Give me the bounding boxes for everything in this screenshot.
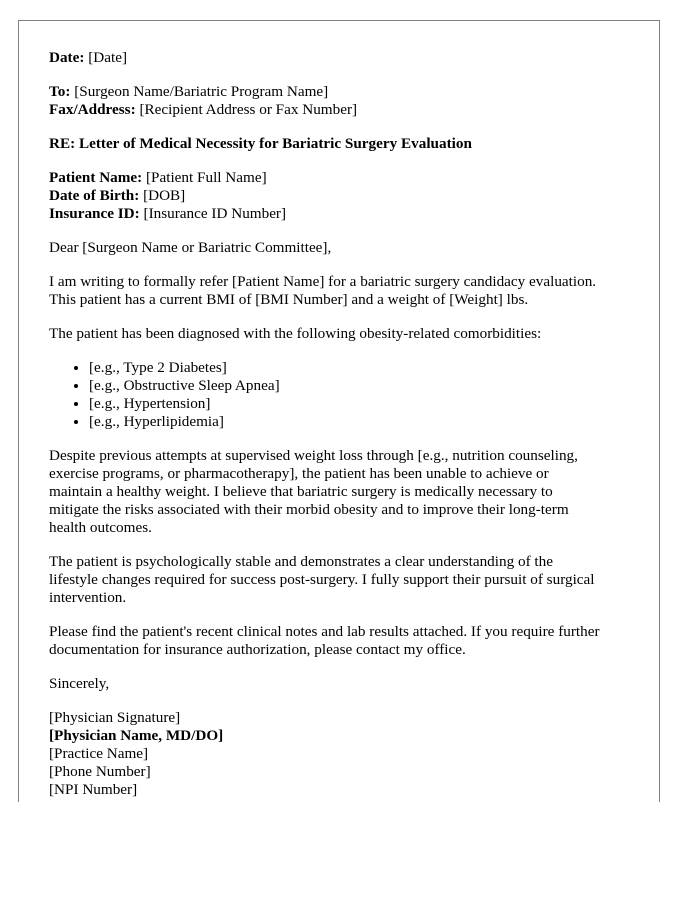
- fax-line: [49, 101, 629, 119]
- history-line: maintain a healthy weight. I believe that bariatric surgery is medically necessary to: [49, 483, 553, 500]
- insurance-value: [Insurance ID Number]: [139, 205, 287, 222]
- dob-line: [49, 187, 629, 205]
- psych-line: The patient is psychologically stable and demonstrates a clear understanding of the: [49, 553, 553, 570]
- history-line: exercise programs, or pharmacotherapy], the patient has been unable to achieve or: [49, 465, 549, 482]
- npi-number: [NPI Number]: [49, 781, 138, 798]
- list-item: • [e.g., Obstructive Sleep Apnea]: [89, 377, 629, 395]
- psych-line: lifestyle changes required for success post-surgery. I fully support their pursuit of surgical: [49, 571, 595, 588]
- patient-name-label: Patient Name:: [49, 169, 143, 186]
- closing: Sincerely,: [49, 675, 110, 692]
- dob-value: [DOB]: [139, 187, 186, 204]
- practice-name: [Practice Name]: [49, 745, 149, 762]
- history-line: health outcomes.: [49, 519, 152, 536]
- date-label: Date:: [49, 49, 85, 66]
- intro-paragraph: [49, 273, 629, 309]
- phone-number: [Phone Number]: [49, 763, 151, 780]
- documents-line: documentation for insurance authorization, please contact my office.: [49, 641, 466, 658]
- patient-name-value: [Patient Full Name]: [142, 169, 267, 186]
- psych-line: intervention.: [49, 589, 127, 606]
- intro-line: This patient has a current BMI of [BMI Number] and a weight of [Weight] lbs.: [49, 291, 529, 308]
- recipient-block: [49, 83, 629, 119]
- fax-value: [Recipient Address or Fax Number]: [135, 101, 358, 118]
- to-label: To:: [49, 83, 71, 100]
- comorbidity-intro: The patient has been diagnosed with the following obesity-related comorbidities:: [49, 325, 542, 342]
- documents-line: Please find the patient's recent clinical notes and lab results attached. If you require further: [49, 623, 600, 640]
- signature-block: [49, 709, 629, 799]
- date-value: [Date]: [84, 49, 128, 66]
- list-item: • [e.g., Type 2 Diabetes]: [89, 359, 629, 377]
- dob-label: Date of Birth:: [49, 187, 140, 204]
- psych-paragraph: [49, 553, 629, 607]
- patient-name-line: [49, 169, 629, 187]
- insurance-line: [49, 205, 629, 223]
- comorbidity-list: [49, 359, 629, 431]
- physician-name: [Physician Name, MD/DO]: [49, 727, 224, 744]
- patient-info-block: [49, 169, 629, 223]
- letter-document: [18, 20, 660, 802]
- date-line: [49, 49, 629, 67]
- list-item: • [e.g., Hyperlipidemia]: [89, 413, 629, 431]
- signature-line: [Physician Signature]: [49, 709, 181, 726]
- list-item: • [e.g., Hypertension]: [89, 395, 629, 413]
- subject-line: [49, 135, 629, 153]
- subject-text: RE: Letter of Medical Necessity for Bariatric Surgery Evaluation: [49, 135, 472, 152]
- history-line: Despite previous attempts at supervised weight loss through [e.g., nutrition counseling,: [49, 447, 578, 464]
- salutation: Dear [Surgeon Name or Bariatric Committee],: [49, 239, 332, 256]
- fax-label: Fax/Address:: [49, 101, 136, 118]
- documents-paragraph: [49, 623, 629, 659]
- intro-line: I am writing to formally refer [Patient Name] for a bariatric surgery candidacy evaluation.: [49, 273, 597, 290]
- history-paragraph: [49, 447, 629, 537]
- to-value: [Surgeon Name/Bariatric Program Name]: [70, 83, 329, 100]
- insurance-label: Insurance ID:: [49, 205, 140, 222]
- history-line: mitigate the risks associated with their morbid obesity and to improve their long-term: [49, 501, 569, 518]
- to-line: [49, 83, 629, 101]
